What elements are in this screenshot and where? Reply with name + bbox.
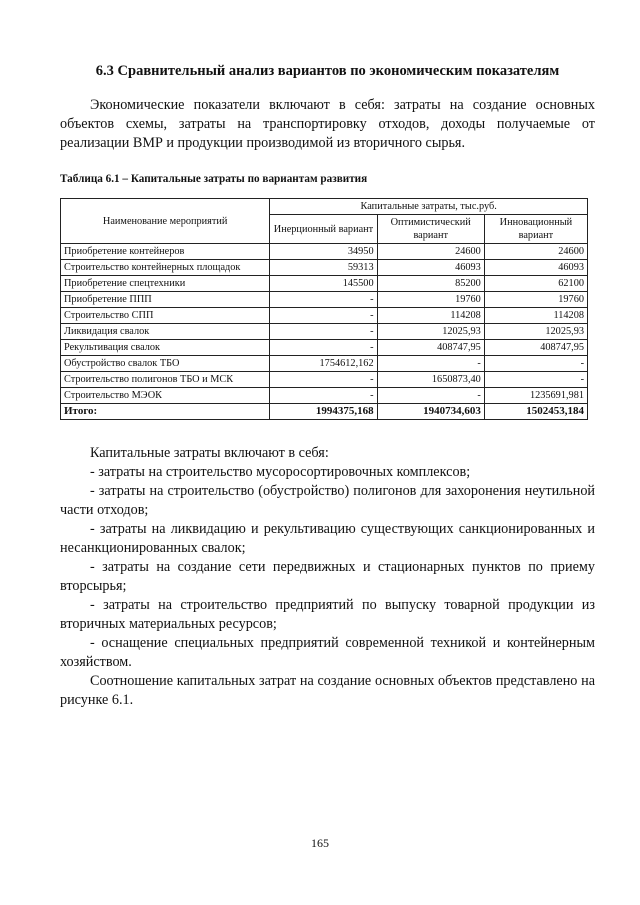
closing-paragraph: Соотношение капитальных затрат на создание основных объектов представлено на рисунке 6.1.: [60, 673, 595, 708]
row-name: Ликвидация свалок: [61, 324, 270, 340]
cell-value: 19760: [377, 292, 484, 308]
cell-value: 1235691,981: [484, 388, 587, 404]
cell-value: 62100: [484, 276, 587, 292]
total-label: Итого:: [61, 404, 270, 420]
cell-value: -: [484, 356, 587, 372]
cell-value: -: [270, 372, 377, 388]
capital-costs-table: [60, 198, 588, 420]
list-item: - оснащение специальных предприятий современной техникой и контейнерным хозяйством.: [60, 635, 595, 670]
table-header-row: [61, 199, 588, 215]
cell-value: 46093: [377, 260, 484, 276]
cell-value: -: [484, 372, 587, 388]
table-caption: Таблица 6.1 – Капитальные затраты по вариантам развития: [60, 173, 368, 185]
table-row: [61, 244, 588, 260]
list-item: - затраты на создание сети передвижных и стационарных пунктов по приему вторсырья;: [60, 559, 595, 594]
list-item: - затраты на строительство предприятий по выпуску товарной продукции из вторичных материальных ресурсов;: [60, 597, 595, 632]
cell-value: -: [377, 388, 484, 404]
cell-value: 12025,93: [484, 324, 587, 340]
cell-value: 85200: [377, 276, 484, 292]
table-row: [61, 292, 588, 308]
table-row: [61, 276, 588, 292]
row-name: Приобретение контейнеров: [61, 244, 270, 260]
page-number: 165: [311, 836, 329, 850]
total-value: 1940734,603: [377, 404, 484, 420]
column-header-variant-2: Оптимистический вариант: [377, 215, 484, 244]
list-item: - затраты на ликвидацию и рекультивацию существующих санкционированных и несанкционированных свалок;: [60, 521, 595, 556]
list-item: - затраты на строительство мусоросортировочных комплексов;: [90, 464, 471, 480]
row-name: Приобретение спецтехники: [61, 276, 270, 292]
cell-value: 24600: [377, 244, 484, 260]
cell-value: 114208: [484, 308, 587, 324]
list-item: - затраты на строительство (обустройство) полигонов для захоронения неутильной части отходов;: [60, 483, 595, 518]
row-name: Строительство полигонов ТБО и МСК: [61, 372, 270, 388]
table-row: [61, 260, 588, 276]
cell-value: -: [270, 324, 377, 340]
cell-value: -: [270, 388, 377, 404]
row-name: Строительство контейнерных площадок: [61, 260, 270, 276]
cell-value: 34950: [270, 244, 377, 260]
capital-costs-intro: Капитальные затраты включают в себя:: [90, 445, 329, 461]
cell-value: 1650873,40: [377, 372, 484, 388]
table-row: [61, 356, 588, 372]
table-row: [61, 388, 588, 404]
row-name: Рекультивация свалок: [61, 340, 270, 356]
cell-value: 408747,95: [484, 340, 587, 356]
intro-paragraph: Экономические показатели включают в себя: затраты на создание основных объектов схемы, затраты на транспортировку отходов, доходы получаемые от реализации ВМР и продукции производимой из вторичного сырья.: [60, 97, 595, 151]
cell-value: 145500: [270, 276, 377, 292]
column-header-variant-3: Инновационный вариант: [484, 215, 587, 244]
cell-value: 46093: [484, 260, 587, 276]
cell-value: 24600: [484, 244, 587, 260]
table-row: [61, 308, 588, 324]
cell-value: -: [377, 356, 484, 372]
cell-value: 408747,95: [377, 340, 484, 356]
row-name: Обустройство свалок ТБО: [61, 356, 270, 372]
cell-value: -: [270, 340, 377, 356]
row-name: Приобретение ППП: [61, 292, 270, 308]
column-header-name: Наименование мероприятий: [61, 199, 270, 244]
cell-value: -: [270, 292, 377, 308]
cell-value: -: [270, 308, 377, 324]
table-total-row: [61, 404, 588, 420]
column-header-variant-1: Инерционный вариант: [270, 215, 377, 244]
row-name: Строительство МЭОК: [61, 388, 270, 404]
total-value: 1502453,184: [484, 404, 587, 420]
section-heading: 6.3 Сравнительный анализ вариантов по экономическим показателям: [95, 63, 560, 79]
total-value: 1994375,168: [270, 404, 377, 420]
table-row: [61, 324, 588, 340]
cell-value: 19760: [484, 292, 587, 308]
table-row: [61, 340, 588, 356]
column-group-header: Капитальные затраты, тыс.руб.: [270, 199, 588, 215]
table-row: [61, 372, 588, 388]
cell-value: 114208: [377, 308, 484, 324]
cell-value: 59313: [270, 260, 377, 276]
row-name: Строительство СПП: [61, 308, 270, 324]
cell-value: 1754612,162: [270, 356, 377, 372]
cell-value: 12025,93: [377, 324, 484, 340]
